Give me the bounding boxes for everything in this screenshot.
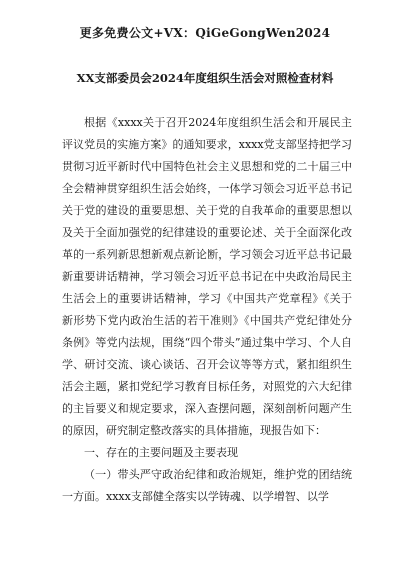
intro-paragraph: 根据《xxxx关于召开2024年度组织生活会和开展民主评议党员的实施方案》的通知要求，xxxx党支部坚持把学习贯彻习近平新时代中国特色社会主义思想和党的二十届三中全会精神贯穿组织生活会始终，一体学习领会习近平总书记关于党的建设的重要思想、关于党的自我革命的重要思想以及关于全面加强党的纪律建设的重要论述、关于全面深化改革的一系列新思想新观点新论断，学习领会习近平总书记最新重要讲话精神，学习领会习近平总书记在中央政治局民主生活会上的重要讲话精神，学习《中国共产党章程》《关于新形势下党内政治生活的若干准则》《中国共产党纪律处分条例》等党内法规，围绕“四个带头”通过集中学习、个人自学、研讨交流、谈心谈话、召开会议等等方式，紧扣组织生活会主题，紧扣党纪学习教育目标任务，对照党的六大纪律的主旨要义和规定要求，深入查摆问题，深刻剖析问题产生的原因，研究制定整改落实的具体措施，现报告如下： (62, 116, 352, 437)
section-heading: 一、存在的主要问题及主要表现 (84, 446, 238, 459)
promo-header: 更多免费公文+VX：QiGeGongWen2024 (79, 26, 331, 40)
document-body (62, 112, 352, 508)
section-paragraph: （一）带头严守政治纪律和政治规矩，维护党的团结统一方面。xxxx支部健全落实以学铸魂、以学增智、以学 (62, 468, 352, 503)
document-title: XX支部委员会2024年度组织生活会对照检查材料 (76, 71, 334, 85)
